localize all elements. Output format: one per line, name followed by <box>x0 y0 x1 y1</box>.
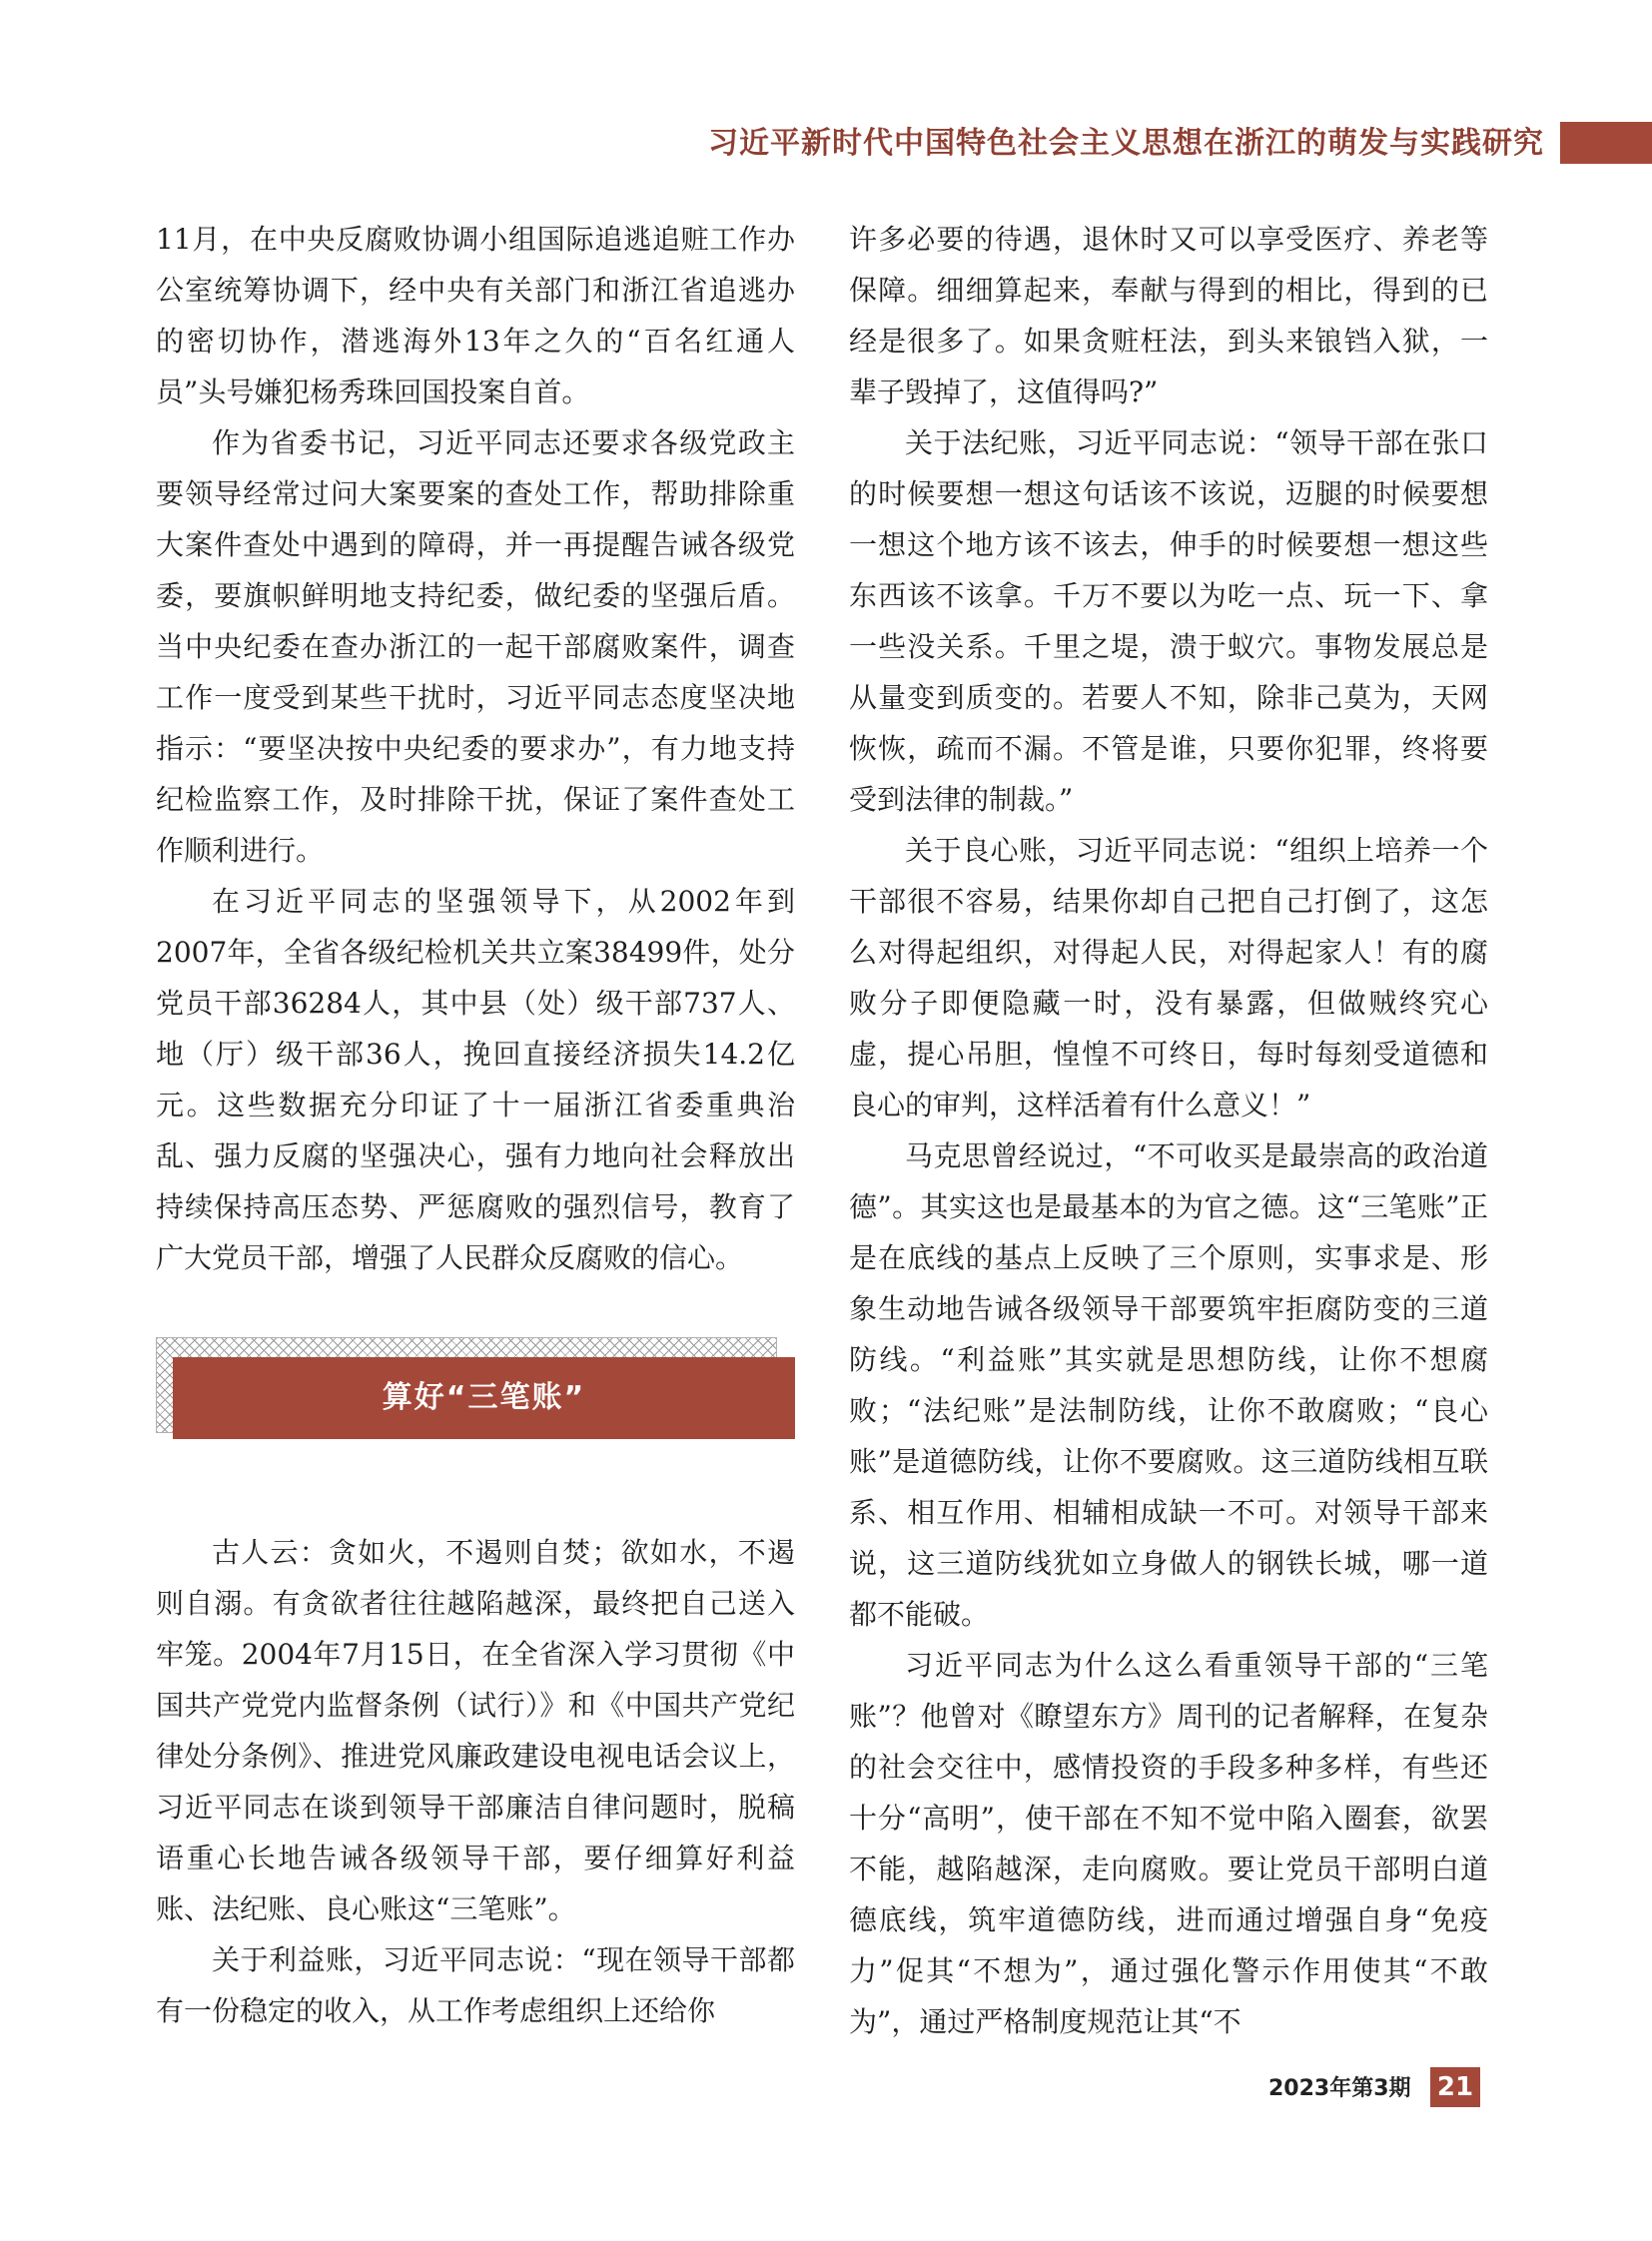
paragraph: 习近平同志为什么这么看重领导干部的“三笔账”？他曾对《瞭望东方》周刊的记者解释，在复杂的社会交往中，感情投资的手段多种多样，有些还十分“高明”，使干部在不知不觉中陷入圈套，欲罢不能，越陷越深，走向腐败。要让党员干部明白道德底线，筑牢道德防线，进而通过增强自身“免疫力”促其“不想为”，通过强化警示作用使其“不敢为”，通过严格制度规范让其“不 <box>849 1649 1488 2038</box>
right-column <box>849 214 1488 2047</box>
paragraph: 古人云：贪如火，不遏则自焚；欲如水，不遏则自溺。有贪欲者往往越陷越深，最终把自己送入牢笼。2004年7月15日，在全省深入学习贯彻《中国共产党党内监督条例（试行）》和《中国共产党纪律处分条例》、推进党风廉政建设电视电话会议上，习近平同志在谈到领导干部廉洁自律问题时，脱稿语重心长地告诫各级领导干部，要仔细算好利益账、法纪账、良心账这“三笔账”。 <box>156 1536 795 1925</box>
section-heading-box <box>156 1337 795 1463</box>
page-number: 21 <box>1430 2067 1480 2107</box>
header-accent-block <box>1560 122 1652 164</box>
section-heading: 算好“三笔账” <box>173 1357 795 1439</box>
paragraph: 马克思曾经说过，“不可收买是最崇高的政治道德”。其实这也是最基本的为官之德。这“三笔账”正是在底线的基点上反映了三个原则，实事求是、形象生动地告诫各级领导干部要筑牢拒腐防变的三道防线。“利益账”其实就是思想防线，让你不想腐败；“法纪账”是法制防线，让你不敢腐败；“良心账”是道德防线，让你不要腐败。这三道防线相互联系、相互作用、相辅相成缺一不可。对领导干部来说，这三道防线犹如立身做人的钢铁长城，哪一道都不能破。 <box>849 1139 1488 1631</box>
running-header-title: 习近平新时代中国特色社会主义思想在浙江的萌发与实践研究 <box>708 126 1544 161</box>
paragraph: 关于利益账，习近平同志说：“现在领导干部都有一份稳定的收入，从工作考虑组织上还给你 <box>156 1943 795 2027</box>
paragraph: 关于良心账，习近平同志说：“组织上培养一个干部很不容易，结果你却自己把自己打倒了，这怎么对得起组织，对得起人民，对得起家人！有的腐败分子即便隐藏一时，没有暴露，但做贼终究心虚，提心吊胆，惶惶不可终日，每时每刻受道德和良心的审判，这样活着有什么意义！” <box>849 834 1488 1121</box>
paragraph: 在习近平同志的坚强领导下，从2002年到2007年，全省各级纪检机关共立案38499件，处分党员干部36284人，其中县（处）级干部737人、地（厅）级干部36人，挽回直接经济损失14.2亿元。这些数据充分印证了十一届浙江省委重典治乱、强力反腐的坚强决心，强有力地向社会释放出持续保持高压态势、严惩腐败的强烈信号，教育了广大党员干部，增强了人民群众反腐败的信心。 <box>156 885 795 1274</box>
paragraph: 作为省委书记，习近平同志还要求各级党政主要领导经常过问大案要案的查处工作，帮助排除重大案件查处中遇到的障碍，并一再提醒告诫各级党委，要旗帜鲜明地支持纪委，做纪委的坚强后盾。当中央纪委在查办浙江的一起干部腐败案件，调查工作一度受到某些干扰时，习近平同志态度坚决地指示：“要坚决按中央纪委的要求办”，有力地支持纪检监察工作，及时排除干扰，保证了案件查处工作顺利进行。 <box>156 426 795 867</box>
paragraph: 许多必要的待遇，退休时又可以享受医疗、养老等保障。细细算起来，奉献与得到的相比，得到的已经是很多了。如果贪赃枉法，到头来锒铛入狱，一辈子毁掉了，这值得吗?” <box>849 223 1488 408</box>
issue-label: 2023年第3期 <box>1268 2076 1411 2101</box>
paragraph: 11月，在中央反腐败协调小组国际追逃追赃工作办公室统筹协调下，经中央有关部门和浙江省追逃办的密切协作，潜逃海外13年之久的“百名红通人员”头号嫌犯杨秀珠回国投案自首。 <box>156 223 795 408</box>
left-column <box>156 214 795 2036</box>
paragraph: 关于法纪账，习近平同志说：“领导干部在张口的时候要想一想这句话该不该说，迈腿的时候要想一想这个地方该不该去，伸手的时候要想一想这些东西该不该拿。千万不要以为吃一点、玩一下、拿一些没关系。千里之堤，溃于蚁穴。事物发展总是从量变到质变的。若要人不知，除非己莫为，天网恢恢，疏而不漏。不管是谁，只要你犯罪，终将要受到法律的制裁。” <box>849 426 1488 816</box>
